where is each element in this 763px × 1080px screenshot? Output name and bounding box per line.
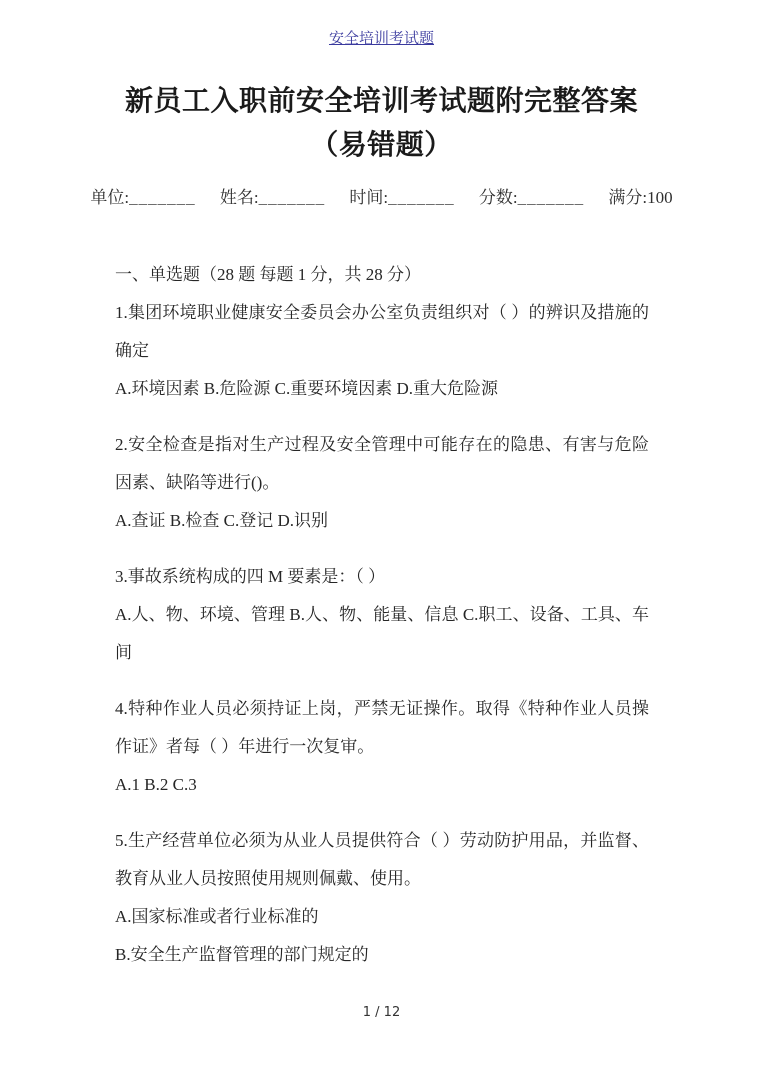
document-title [0,80,763,168]
question-4 [115,690,649,804]
question-2 [115,426,649,540]
score-field [479,188,584,207]
question-4-text: 4.特种作业人员必须持证上岗，严禁无证操作。取得《特种作业人员操作证》者每（ ）年进行一次复审。 [115,699,649,756]
unit-field [90,188,195,207]
document-header [0,0,763,50]
header-link[interactable]: 安全培训考试题 [328,31,434,47]
full-score-label: 满分:100 [608,188,673,207]
time-label: 时间: [349,188,389,207]
score-label: 分数: [478,188,518,207]
title-line-1: 新员工入职前安全培训考试题附完整答案 [124,86,638,117]
name-field [220,188,325,207]
title-line-2: （易错题） [310,130,453,161]
question-5-text: 5.生产经营单位必须为从业人员提供符合（ ）劳动防护用品，并监督、教育从业人员按照使用规则佩戴、使用。 [115,831,649,888]
question-1-text: 1.集团环境职业健康安全委员会办公室负责组织对（ ）的辨识及措施的确定 [115,303,649,360]
exam-body [115,256,649,974]
question-3-options: A.人、物、环境、管理 B.人、物、能量、信息 C.职工、设备、工具、车间 [115,605,649,662]
score-blank: _______ [517,188,585,207]
question-1-options: A.环境因素 B.危险源 C.重要环境因素 D.重大危险源 [115,379,498,398]
name-label: 姓名: [219,188,259,207]
question-3-text: 3.事故系统构成的四 M 要素是：（ ） [115,567,386,586]
exam-info-line [0,186,763,210]
question-5-option-a: A.国家标准或者行业标准的 [115,907,319,926]
question-3 [115,558,649,672]
question-2-options: A.查证 B.检查 C.登记 D.识别 [115,511,328,530]
time-field [349,188,454,207]
page-number: 1 / 12 [362,1005,401,1020]
question-5 [115,822,649,974]
name-blank: _______ [258,188,326,207]
question-1 [115,294,649,408]
unit-blank: _______ [129,188,196,207]
question-2-text: 2.安全检查是指对生产过程及安全管理中可能存在的隐患、有害与危险因素、缺陷等进行()。 [115,435,649,492]
unit-label: 单位: [90,188,130,207]
question-4-options: A.1 B.2 C.3 [115,775,197,794]
question-5-option-b: B.安全生产监督管理的部门规定的 [115,945,369,964]
time-blank: _______ [388,188,455,207]
section-heading: 一、单选题（28 题 每题 1 分，共 28 分） [115,265,421,284]
page-footer [0,1005,763,1020]
